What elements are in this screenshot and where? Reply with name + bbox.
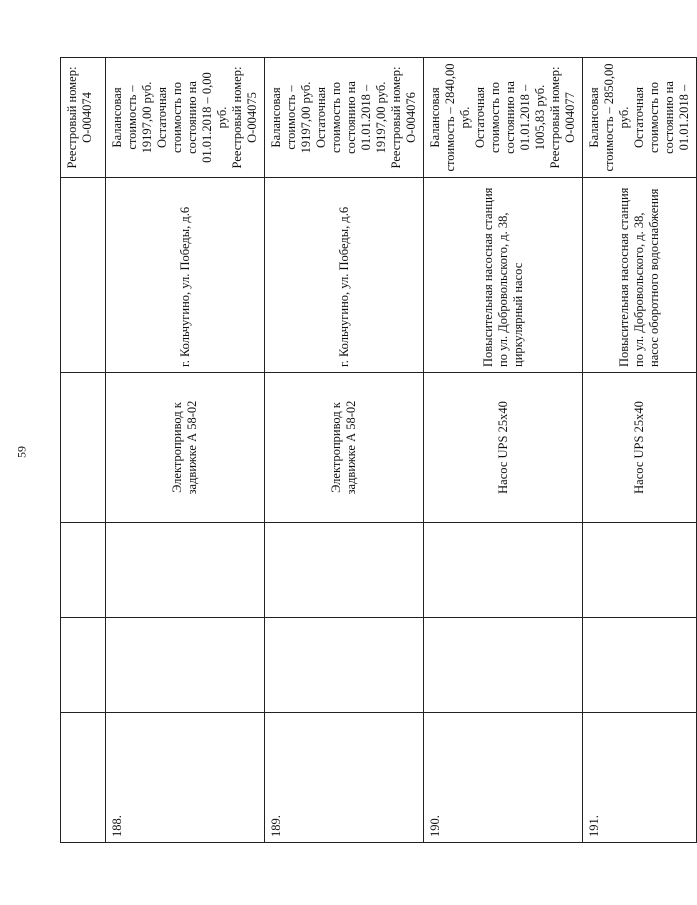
empty-cell	[265, 523, 424, 618]
row-number: 189.	[265, 713, 424, 843]
empty-cell	[106, 618, 265, 713]
residual-cost: Остаточная стоимость по состоянию на 01.01.2018 – 19197,00 руб.	[314, 81, 388, 154]
residual-cost: Остаточная стоимость по состоянию на 01.01.2018 – 0,00 руб.	[155, 72, 229, 163]
empty-cell	[61, 523, 106, 618]
table-row	[106, 58, 265, 843]
row-number: 191.	[583, 713, 697, 843]
table-row	[61, 58, 106, 843]
cost-cell	[265, 58, 424, 178]
balance-cost: Балансовая стоимость – 2850,00 руб.	[587, 63, 631, 172]
table-row	[583, 58, 697, 843]
address-cell	[61, 178, 106, 373]
table-row	[265, 58, 424, 843]
item-name: Электропривод к задвижке А 58-02	[106, 373, 265, 523]
cost-cell	[424, 58, 583, 178]
item-address: Повысительная насосная станция по ул. Добровольского, д. 38, циркулярный насос	[424, 178, 583, 373]
item-name: Насос UPS 25х40	[424, 373, 583, 523]
cost-cell	[106, 58, 265, 178]
balance-cost: Балансовая стоимость – 19197,00 руб.	[110, 81, 154, 154]
registry-number: Реестровый номер: О-004075	[230, 66, 259, 169]
empty-cell	[583, 618, 697, 713]
empty-cell	[583, 523, 697, 618]
residual-cost: Остаточная стоимость по состоянию на 01.01.2018 –	[632, 81, 691, 154]
empty-cell	[61, 618, 106, 713]
row-number: 188.	[106, 713, 265, 843]
balance-cost: Балансовая стоимость – 2840,00 руб.	[428, 63, 472, 172]
item-address: г. Кольчугино, ул. Победы, д.6	[106, 178, 265, 373]
item-name: Насос UPS 25х40	[583, 373, 697, 523]
registry-number: Реестровый номер: О-004074	[65, 66, 94, 169]
balance-cost: Балансовая стоимость – 19197,00 руб.	[269, 81, 313, 154]
registry-number: Реестровый номер: О-004077	[548, 66, 577, 169]
empty-cell	[424, 523, 583, 618]
empty-cell	[424, 618, 583, 713]
cost-cell	[583, 58, 697, 178]
item-address: г. Кольчугино, ул. Победы, д.6	[265, 178, 424, 373]
empty-cell	[106, 523, 265, 618]
empty-cell	[265, 618, 424, 713]
property-register-table	[60, 57, 697, 843]
rotated-table-container	[60, 58, 691, 843]
registry-number: Реестровый номер: О-004076	[389, 66, 418, 169]
table-row	[424, 58, 583, 843]
row-number: 190.	[424, 713, 583, 843]
item-name: Электропривод к задвижке А 58-02	[265, 373, 424, 523]
name-cell	[61, 373, 106, 523]
residual-cost: Остаточная стоимость по состоянию на 01.01.2018 – 1005,83 руб.	[473, 81, 547, 154]
page-number: 59	[14, 446, 29, 458]
num-cell	[61, 713, 106, 843]
cost-cell	[61, 58, 106, 178]
item-address: Повысительная насосная станция по ул. Добровольского, д. 38, насос оборотного водоснабжения	[583, 178, 697, 373]
